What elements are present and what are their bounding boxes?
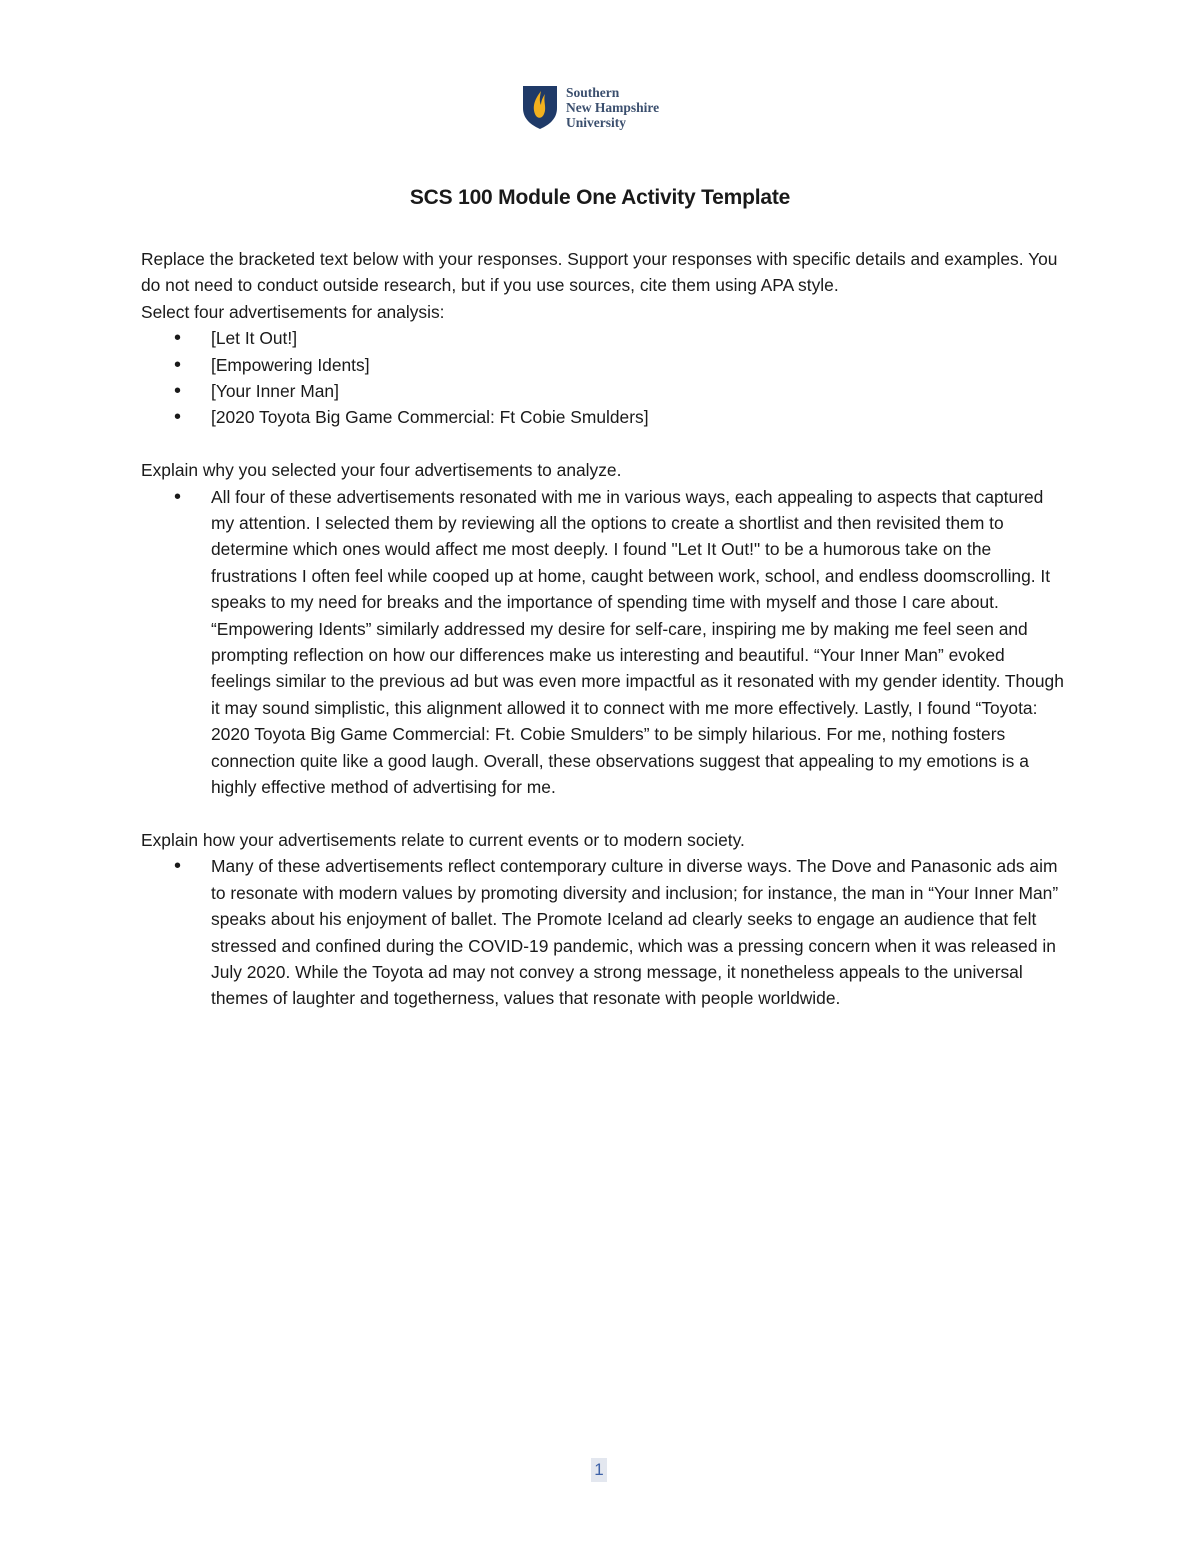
logo-line-1: Southern [566, 84, 620, 100]
list-item: • [2020 Toyota Big Game Commercial: Ft Cobie Smulders] [141, 404, 1066, 430]
list-item: • [Empowering Idents] [141, 352, 1066, 378]
ads-list [141, 325, 1066, 431]
page-number: 1 [591, 1458, 607, 1482]
logo-line-2: New Hampshire [566, 99, 660, 115]
list-item: • Many of these advertisements reflect contemporary culture in diverse ways. The Dove and Panasonic ads aim to resonate with modern values by promoting diversity and inclusion; for instance, the man in “Your Inner Man” speaks about his enjoyment of ballet. The Promote Iceland ad clearly seeks to engage an audience that felt stressed and confined during the COVID-19 pandemic, which was a pressing concern when it was released in July 2020. While the Toyota ad may not convey a strong message, it nonetheless appeals to the universal themes of laughter and togetherness, values that resonate with people worldwide. [141, 853, 1066, 1011]
university-logo [521, 84, 659, 130]
document-title: SCS 100 Module One Activity Template [409, 186, 791, 209]
document-body [141, 246, 1066, 1038]
intro-paragraph: Replace the bracketed text below with your responses. Support your responses with specific details and examples. You do not need to conduct outside research, but if you use sources, cite them using APA style. [141, 249, 1058, 296]
list-item: • [Let It Out!] [141, 325, 1066, 351]
list-item: • [Your Inner Man] [141, 378, 1066, 404]
list-item: • All four of these advertisements resonated with me in various ways, each appealing to aspects that captured my attention. I selected them by reviewing all the options to create a shortlist and then revisited them to determine which ones would affect me most deeply. I found "Let It Out!" to be a humorous take on the frustrations I often feel while cooped up at home, caught between work, school, and endless doomscrolling. It speaks to my need for breaks and the importance of spending time with myself and those I care about. “Empowering Idents” similarly addressed my desire for self-care, inspiring me by making me feel seen and prompting reflection on how our differences make us interesting and beautiful. “Your Inner Man” evoked feelings similar to the previous ad but was even more impactful as it resonated with my gender identity. Though it may sound simplistic, this alignment allowed it to connect with me more effectively. Lastly, I found “Toyota: 2020 Toyota Big Game Commercial: Ft. Cobie Smulders” to be simply hilarious. For me, nothing fosters connection quite like a good laugh. Overall, these observations suggest that appealing to my emotions is a highly effective method of advertising for me. [141, 484, 1066, 801]
why-list [141, 484, 1066, 801]
shield-flame-icon [521, 84, 559, 130]
section-prompt-ads: Select four advertisements for analysis: [141, 301, 445, 322]
section-prompt-why: Explain why you selected your four advertisements to analyze. [141, 460, 622, 481]
logo-line-3: University [566, 114, 626, 130]
logo-wordmark [566, 85, 659, 130]
relate-list [141, 853, 1066, 1011]
section-prompt-relate: Explain how your advertisements relate to current events or to modern society. [141, 829, 745, 850]
